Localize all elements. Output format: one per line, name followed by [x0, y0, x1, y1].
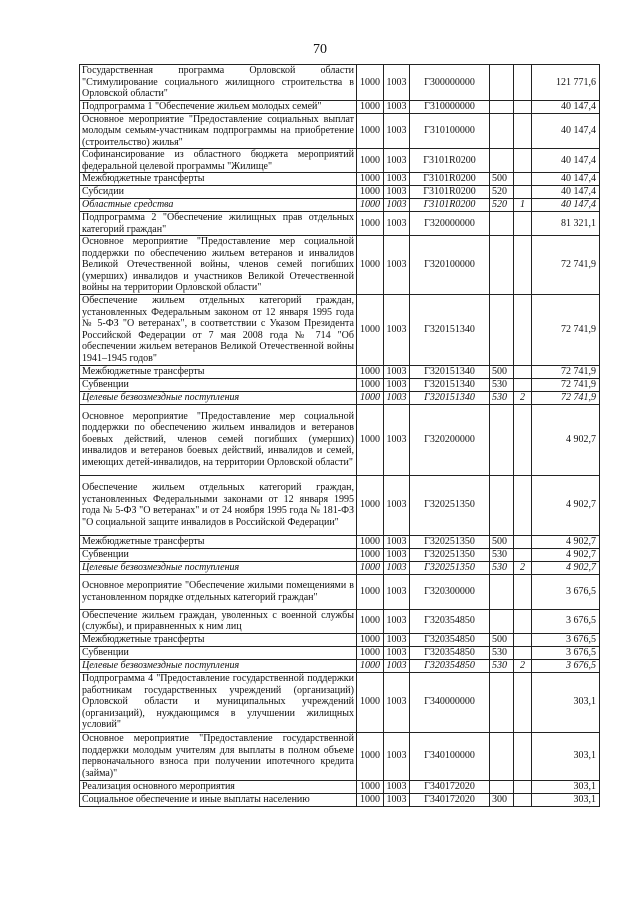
table-row: [80, 186, 600, 199]
row-target-code: Г320251350: [410, 475, 490, 535]
row-subsection: 1003: [384, 173, 410, 186]
row-name: Обеспечение жильем отдельных категорий граждан, установленных Федеральными законами от 12 января 1995 года № 5-ФЗ "О ветеранах" и от 24 ноября 1995 года № 181-ФЗ "О социальной защите инвалидов в Российской Федерации": [80, 475, 357, 535]
row-expense-type: 500: [490, 535, 514, 548]
row-name: Областные средства: [80, 199, 357, 212]
table-row: [80, 100, 600, 113]
row-subsection: 1003: [384, 780, 410, 793]
row-name: Межбюджетные трансферты: [80, 633, 357, 646]
row-section: 1000: [357, 113, 384, 149]
row-amount: 3 676,5: [532, 633, 600, 646]
row-section: 1000: [357, 780, 384, 793]
table-row: [80, 633, 600, 646]
row-subsection: 1003: [384, 236, 410, 295]
row-amount: 72 741,9: [532, 294, 600, 365]
row-target-code: Г320300000: [410, 574, 490, 609]
row-source-code: [514, 633, 532, 646]
row-section: 1000: [357, 365, 384, 378]
row-target-code: Г320151340: [410, 294, 490, 365]
row-expense-type: 530: [490, 548, 514, 561]
row-source-code: 2: [514, 561, 532, 574]
row-amount: 40 147,4: [532, 113, 600, 149]
row-section: 1000: [357, 65, 384, 101]
row-name: Основное мероприятие "Предоставление социальных выплат молодым семьям-участникам подпрограммы на приобретение (строительство) жилья": [80, 113, 357, 149]
row-name: Подпрограмма 1 "Обеспечение жильем молодых семей": [80, 100, 357, 113]
row-target-code: Г3101R0200: [410, 149, 490, 173]
row-target-code: Г320151340: [410, 378, 490, 391]
row-source-code: 1: [514, 199, 532, 212]
row-target-code: Г340100000: [410, 732, 490, 780]
row-expense-type: 500: [490, 365, 514, 378]
table-row: [80, 173, 600, 186]
table-row: [80, 65, 600, 101]
table-row: [80, 113, 600, 149]
row-source-code: [514, 672, 532, 732]
row-expense-type: [490, 212, 514, 236]
row-source-code: [514, 100, 532, 113]
row-amount: 3 676,5: [532, 659, 600, 672]
row-amount: 3 676,5: [532, 646, 600, 659]
table-row: [80, 609, 600, 633]
row-name: Подпрограмма 4 "Предоставление государственной поддержки работникам государственных учреждений (организаций) Орловской области и муниципальных учреждений (организаций), нуждающимся в улучшении жилищных условий": [80, 672, 357, 732]
row-subsection: 1003: [384, 100, 410, 113]
row-name: Основное мероприятие "Предоставление мер социальной поддержки по обеспечению жильем ветеранов и инвалидов Великой Отечественной войны, членов семей погибших (умерших) инвалидов и участников Великой Отечественной войны на территории Орловской области": [80, 236, 357, 295]
row-expense-type: 520: [490, 199, 514, 212]
row-target-code: Г320354850: [410, 646, 490, 659]
row-name: Государственная программа Орловской области "Стимулирование социального жилищного строительства в Орловской области": [80, 65, 357, 101]
row-expense-type: [490, 113, 514, 149]
row-source-code: [514, 535, 532, 548]
table-row: [80, 199, 600, 212]
row-amount: 40 147,4: [532, 149, 600, 173]
row-source-code: [514, 548, 532, 561]
row-subsection: 1003: [384, 404, 410, 475]
table-row: [80, 149, 600, 173]
row-target-code: Г340172020: [410, 793, 490, 806]
row-source-code: [514, 404, 532, 475]
row-section: 1000: [357, 173, 384, 186]
row-expense-type: [490, 404, 514, 475]
row-expense-type: 500: [490, 633, 514, 646]
table-row: [80, 574, 600, 609]
row-source-code: [514, 365, 532, 378]
row-name: Целевые безвозмездные поступления: [80, 561, 357, 574]
row-amount: 3 676,5: [532, 609, 600, 633]
budget-table: [79, 64, 600, 807]
row-amount: 121 771,6: [532, 65, 600, 101]
row-section: 1000: [357, 672, 384, 732]
row-target-code: Г310000000: [410, 100, 490, 113]
table-row: [80, 475, 600, 535]
row-name: Основное мероприятие "Предоставление государственной поддержки молодым учителям для выплаты в полном объеме первоначального взноса при получении ипотечного кредита (займа)": [80, 732, 357, 780]
row-target-code: Г320151340: [410, 391, 490, 404]
row-source-code: [514, 236, 532, 295]
row-subsection: 1003: [384, 199, 410, 212]
row-target-code: Г320100000: [410, 236, 490, 295]
row-section: 1000: [357, 732, 384, 780]
row-amount: 40 147,4: [532, 199, 600, 212]
row-target-code: Г3101R0200: [410, 173, 490, 186]
row-section: 1000: [357, 186, 384, 199]
row-subsection: 1003: [384, 574, 410, 609]
table-row: [80, 294, 600, 365]
row-section: 1000: [357, 793, 384, 806]
row-subsection: 1003: [384, 646, 410, 659]
table-row: [80, 236, 600, 295]
row-amount: 4 902,7: [532, 475, 600, 535]
row-name: Обеспечение жильем граждан, уволенных с военной службы (службы), и приравненных к ним лиц: [80, 609, 357, 633]
row-expense-type: [490, 65, 514, 101]
row-amount: 72 741,9: [532, 365, 600, 378]
row-name: Подпрограмма 2 "Обеспечение жилищных прав отдельных категорий граждан": [80, 212, 357, 236]
row-subsection: 1003: [384, 633, 410, 646]
row-expense-type: 530: [490, 659, 514, 672]
row-subsection: 1003: [384, 659, 410, 672]
table-row: [80, 561, 600, 574]
row-amount: 72 741,9: [532, 236, 600, 295]
row-subsection: 1003: [384, 294, 410, 365]
row-target-code: Г320200000: [410, 404, 490, 475]
row-expense-type: [490, 672, 514, 732]
row-section: 1000: [357, 236, 384, 295]
row-source-code: [514, 149, 532, 173]
row-expense-type: [490, 574, 514, 609]
row-expense-type: [490, 609, 514, 633]
row-amount: 72 741,9: [532, 391, 600, 404]
row-section: 1000: [357, 535, 384, 548]
table-row: [80, 646, 600, 659]
row-target-code: Г320000000: [410, 212, 490, 236]
row-name: Субсидии: [80, 186, 357, 199]
row-section: 1000: [357, 659, 384, 672]
row-subsection: 1003: [384, 186, 410, 199]
row-amount: 4 902,7: [532, 535, 600, 548]
row-amount: 40 147,4: [532, 173, 600, 186]
row-section: 1000: [357, 633, 384, 646]
row-target-code: Г300000000: [410, 65, 490, 101]
row-source-code: [514, 609, 532, 633]
row-name: Целевые безвозмездные поступления: [80, 659, 357, 672]
page-number: 70: [313, 42, 327, 57]
row-source-code: [514, 475, 532, 535]
row-expense-type: [490, 236, 514, 295]
row-name: Субвенции: [80, 646, 357, 659]
row-source-code: [514, 65, 532, 101]
row-subsection: 1003: [384, 732, 410, 780]
row-section: 1000: [357, 149, 384, 173]
row-source-code: [514, 378, 532, 391]
row-source-code: [514, 732, 532, 780]
table-row: [80, 732, 600, 780]
row-subsection: 1003: [384, 561, 410, 574]
row-expense-type: 530: [490, 646, 514, 659]
row-section: 1000: [357, 574, 384, 609]
row-section: 1000: [357, 561, 384, 574]
row-subsection: 1003: [384, 391, 410, 404]
row-section: 1000: [357, 212, 384, 236]
row-target-code: Г320251350: [410, 548, 490, 561]
row-section: 1000: [357, 199, 384, 212]
row-name: Реализация основного мероприятия: [80, 780, 357, 793]
row-subsection: 1003: [384, 548, 410, 561]
table-row: [80, 365, 600, 378]
row-subsection: 1003: [384, 672, 410, 732]
row-section: 1000: [357, 609, 384, 633]
row-expense-type: [490, 294, 514, 365]
table-row: [80, 548, 600, 561]
row-subsection: 1003: [384, 113, 410, 149]
row-source-code: [514, 212, 532, 236]
row-expense-type: 520: [490, 186, 514, 199]
table-row: [80, 672, 600, 732]
row-amount: 81 321,1: [532, 212, 600, 236]
row-target-code: Г320354850: [410, 659, 490, 672]
row-source-code: [514, 574, 532, 609]
row-amount: 40 147,4: [532, 100, 600, 113]
table-row: [80, 780, 600, 793]
row-section: 1000: [357, 475, 384, 535]
row-name: Межбюджетные трансферты: [80, 173, 357, 186]
row-subsection: 1003: [384, 793, 410, 806]
row-amount: 4 902,7: [532, 561, 600, 574]
row-target-code: Г340000000: [410, 672, 490, 732]
row-subsection: 1003: [384, 65, 410, 101]
row-subsection: 1003: [384, 378, 410, 391]
table-row: [80, 404, 600, 475]
table-row: [80, 391, 600, 404]
row-expense-type: [490, 732, 514, 780]
row-name: Целевые безвозмездные поступления: [80, 391, 357, 404]
row-name: Межбюджетные трансферты: [80, 365, 357, 378]
row-section: 1000: [357, 548, 384, 561]
row-target-code: Г320354850: [410, 609, 490, 633]
row-amount: 303,1: [532, 672, 600, 732]
row-target-code: Г340172020: [410, 780, 490, 793]
row-expense-type: 530: [490, 391, 514, 404]
row-target-code: Г320354850: [410, 633, 490, 646]
row-target-code: Г3101R0200: [410, 199, 490, 212]
row-source-code: [514, 294, 532, 365]
row-section: 1000: [357, 294, 384, 365]
row-expense-type: 530: [490, 378, 514, 391]
row-expense-type: [490, 149, 514, 173]
row-target-code: Г3101R0200: [410, 186, 490, 199]
row-subsection: 1003: [384, 365, 410, 378]
row-expense-type: 300: [490, 793, 514, 806]
row-expense-type: [490, 100, 514, 113]
row-subsection: 1003: [384, 535, 410, 548]
row-source-code: [514, 173, 532, 186]
row-target-code: Г320251350: [410, 561, 490, 574]
row-section: 1000: [357, 378, 384, 391]
row-target-code: Г310100000: [410, 113, 490, 149]
table-row: [80, 212, 600, 236]
row-name: Субвенции: [80, 548, 357, 561]
row-amount: 4 902,7: [532, 548, 600, 561]
table-row: [80, 793, 600, 806]
row-target-code: Г320151340: [410, 365, 490, 378]
row-subsection: 1003: [384, 475, 410, 535]
row-name: Субвенции: [80, 378, 357, 391]
row-source-code: [514, 646, 532, 659]
row-name: Социальное обеспечение и иные выплаты населению: [80, 793, 357, 806]
row-name: Основное мероприятие "Обеспечение жилыми помещениями в установленном порядке отдельных категорий граждан": [80, 574, 357, 609]
table-row: [80, 659, 600, 672]
row-source-code: 2: [514, 391, 532, 404]
row-amount: 72 741,9: [532, 378, 600, 391]
row-name: Софинансирование из областного бюджета мероприятий федеральной целевой программы "Жилище": [80, 149, 357, 173]
row-section: 1000: [357, 100, 384, 113]
row-amount: 303,1: [532, 780, 600, 793]
row-expense-type: 500: [490, 173, 514, 186]
row-amount: 303,1: [532, 793, 600, 806]
row-subsection: 1003: [384, 609, 410, 633]
row-source-code: [514, 113, 532, 149]
row-amount: 303,1: [532, 732, 600, 780]
row-expense-type: [490, 475, 514, 535]
row-section: 1000: [357, 391, 384, 404]
row-section: 1000: [357, 646, 384, 659]
row-amount: 40 147,4: [532, 186, 600, 199]
row-subsection: 1003: [384, 149, 410, 173]
row-source-code: [514, 186, 532, 199]
row-source-code: [514, 780, 532, 793]
table-row: [80, 535, 600, 548]
row-target-code: Г320251350: [410, 535, 490, 548]
row-amount: 4 902,7: [532, 404, 600, 475]
table-row: [80, 378, 600, 391]
row-name: Межбюджетные трансферты: [80, 535, 357, 548]
row-section: 1000: [357, 404, 384, 475]
row-expense-type: 530: [490, 561, 514, 574]
row-name: Основное мероприятие "Предоставление мер социальной поддержки по обеспечению жильем инвалидов и ветеранов боевых действий, членов семей погибших (умерших) инвалидов и ветеранов боевых действий, инвалидов и семей, имеющих детей-инвалидов, на территории Орловской области": [80, 404, 357, 475]
row-source-code: 2: [514, 659, 532, 672]
row-subsection: 1003: [384, 212, 410, 236]
row-amount: 3 676,5: [532, 574, 600, 609]
row-name: Обеспечение жильем отдельных категорий граждан, установленных Федеральным законом от 12 января 1995 года № 5-ФЗ "О ветеранах", в соответствии с Указом Президента Российской Федерации от 7 мая 2008 года № 714 "Об обеспечении жильем ветеранов Великой Отечественной войны 1941–1945 годов": [80, 294, 357, 365]
row-source-code: [514, 793, 532, 806]
row-expense-type: [490, 780, 514, 793]
